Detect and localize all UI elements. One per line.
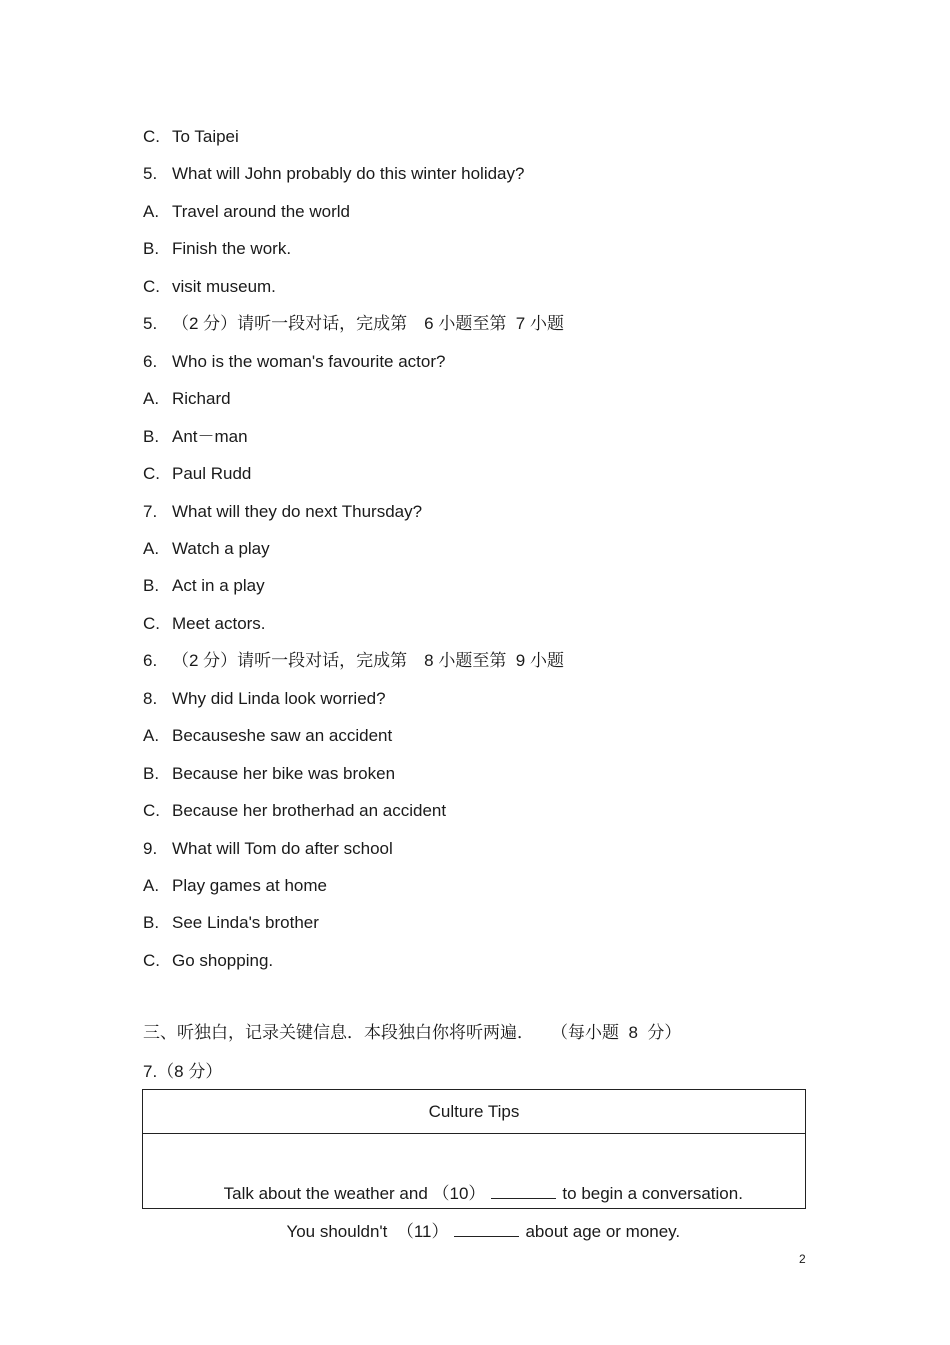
list-item [143,238,291,260]
table-title: Culture Tips [143,1090,805,1134]
item-text: Travel around the world [172,201,350,221]
list-item [143,725,392,747]
item-number: C. [143,950,160,970]
item-number: A. [143,538,160,558]
item-text: （2 分）请听一段对话，完成第 6 小题至第 7 小题 [172,314,564,334]
item-text: Watch a play [172,538,270,558]
item-number: B. [143,239,160,259]
list-item [143,875,327,897]
item-number: 5. [143,164,158,184]
culture-tips-table [142,1089,806,1241]
item-number: 8. [143,688,158,708]
list-item [143,912,319,934]
item-number: A. [143,876,160,895]
item-text: Because her brotherhad an accident [172,801,447,821]
list-item [143,613,266,635]
list-item [143,201,350,223]
item-number: C. [143,801,160,821]
item-number: A. [143,389,160,409]
item-text: What will John probably do this winter holiday? [172,164,525,184]
item-text: Act in a play [172,576,265,596]
item-number: A. [143,726,160,746]
item-number: B. [143,913,160,933]
item-text: Paul Rudd [172,464,252,484]
item-text: Go shopping. [172,950,274,970]
item-text: Finish the work. [172,239,292,259]
list-item [143,688,386,710]
list-item [143,838,393,860]
item-number: 5. [143,314,158,334]
item-text: What will they do next Thursday? [172,501,423,521]
item-number: B. [143,576,160,596]
list-item [143,538,270,560]
item-text: （2 分）请听一段对话，完成第 8 小题至第 9 小题 [172,651,564,671]
section-heading: 三、听独白，记录关键信息．本段独白你将听两遍． （每小题 8 分） [143,1023,682,1042]
answer-blank-10[interactable] [491,1184,556,1199]
item-text: Richard [172,389,231,409]
list-item [143,388,231,410]
item-number: 6. [143,651,158,671]
item-number: 7. [143,501,158,521]
item-number: C. [143,127,160,146]
list-item [143,575,265,597]
item-number: 9. [143,838,158,858]
row-text: about age or money. [525,1222,681,1241]
item-text: Because her bike was broken [172,763,396,783]
list-item [143,501,422,523]
item-number: B. [143,763,160,783]
list-item [143,351,445,373]
item-text: Becauseshe saw an accident [172,726,393,746]
item-number: A. [143,201,160,221]
table-row [143,1137,805,1203]
list-item [143,950,273,972]
item-text: Play games at home [172,876,327,895]
list-item [143,800,446,822]
list-item [143,463,251,485]
question-number: 7.（8 分） [143,1062,223,1081]
item-text: Ant－man [172,426,248,446]
list-item [143,763,395,785]
list-item [143,163,524,185]
item-number: C. [143,613,160,633]
row-text: to begin a conversation. [562,1184,743,1203]
page-number: 2 [799,1252,806,1266]
item-number: C. [143,276,160,296]
answer-blank-11[interactable] [454,1222,519,1237]
row-text: You shouldn't （11） [286,1222,449,1241]
list-item [143,650,564,672]
item-number: 6. [143,351,158,371]
item-text: visit museum. [172,276,276,296]
item-number: B. [143,426,160,446]
list-item [143,276,276,298]
item-text: Who is the woman's favourite actor? [172,351,446,371]
list-item [143,313,564,335]
item-text: Meet actors. [172,613,266,633]
item-text: To Taipei [172,127,239,146]
row-text: Talk about the weather and （10） [223,1184,486,1203]
list-item [143,126,239,148]
item-text: Why did Linda look worried? [172,688,386,708]
item-text: See Linda's brother [172,913,319,933]
item-text: What will Tom do after school [172,838,393,858]
item-number: C. [143,464,160,484]
list-item [143,426,248,448]
